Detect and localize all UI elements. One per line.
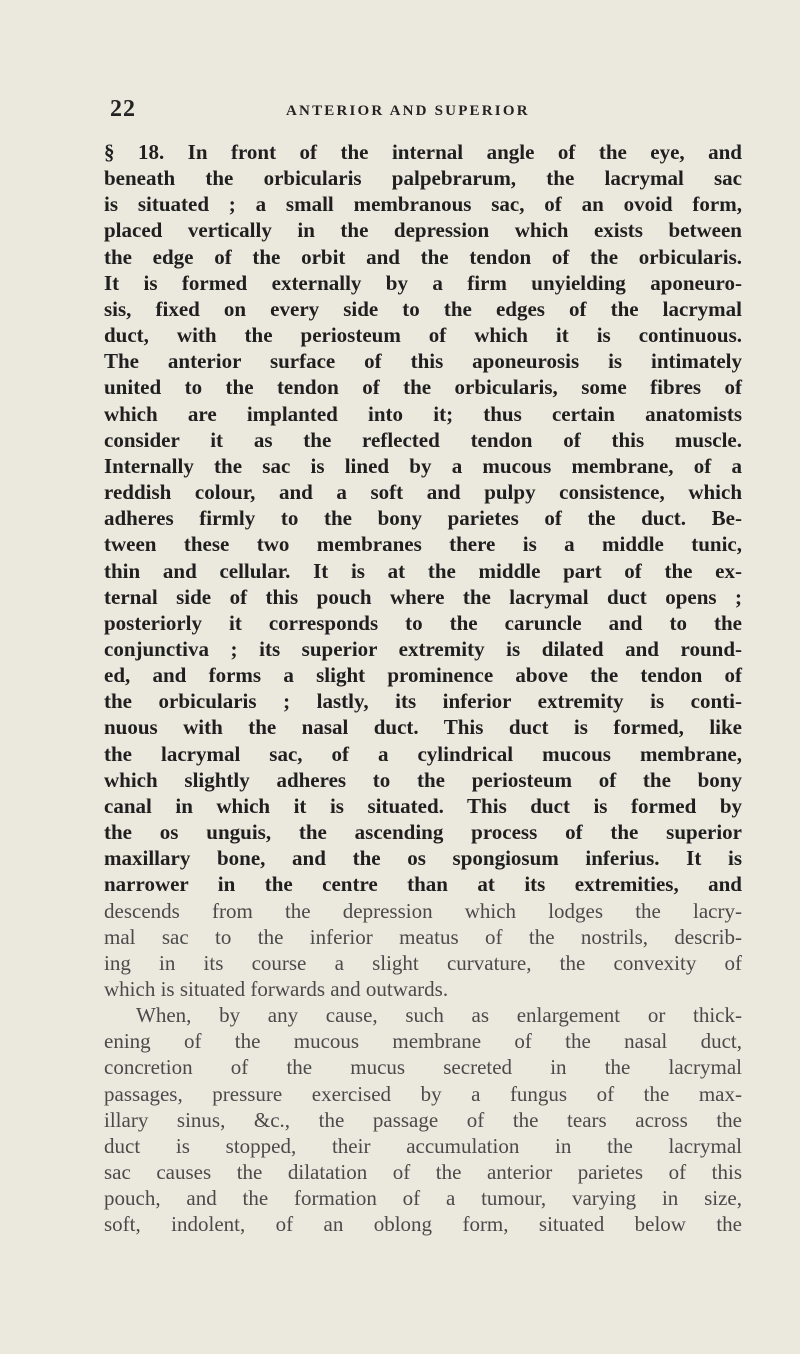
text-line: mal sac to the inferior meatus of the nostrils, describ- bbox=[104, 924, 742, 949]
page-number: 22 bbox=[110, 96, 136, 122]
text-line: the os unguis, the ascending process of the superior bbox=[104, 820, 742, 845]
text-line: pouch, and the formation of a tumour, varying in size, bbox=[104, 1186, 742, 1211]
text-line: soft, indolent, of an oblong form, situated below the bbox=[104, 1212, 742, 1237]
text-line: posteriorly it corresponds to the caruncle and to the bbox=[104, 610, 742, 635]
text-line: which slightly adheres to the periosteum of the bony bbox=[104, 767, 742, 792]
text-line: ening of the mucous membrane of the nasal duct, bbox=[104, 1029, 742, 1054]
text-line: concretion of the mucus secreted in the lacrymal bbox=[104, 1055, 742, 1080]
body-text bbox=[104, 139, 742, 1238]
text-line: tween these two membranes there is a middle tunic, bbox=[104, 532, 742, 557]
text-line: It is formed externally by a firm unyielding aponeuro- bbox=[104, 270, 742, 295]
text-line: sis, fixed on every side to the edges of the lacrymal bbox=[104, 296, 742, 321]
text-line: sac causes the dilatation of the anterior parietes of this bbox=[104, 1160, 742, 1185]
text-line: The anterior surface of this aponeurosis is intimately bbox=[104, 349, 742, 374]
text-line: which are implanted into it; thus certain anatomists bbox=[104, 401, 742, 426]
text-line: ing in its course a slight curvature, the convexity of bbox=[104, 950, 742, 975]
text-line: the lacrymal sac, of a cylindrical mucous membrane, bbox=[104, 741, 742, 766]
text-line: illary sinus, &c., the passage of the tears across the bbox=[104, 1107, 742, 1132]
text-line: nuous with the nasal duct. This duct is formed, like bbox=[104, 715, 742, 740]
text-line: narrower in the centre than at its extremities, and bbox=[104, 872, 742, 897]
text-line: duct, with the periosteum of which it is continuous. bbox=[104, 323, 742, 348]
text-line: beneath the orbicularis palpebrarum, the lacrymal sac bbox=[104, 166, 742, 191]
text-line: placed vertically in the depression which exists between bbox=[104, 218, 742, 243]
text-line: reddish colour, and a soft and pulpy consistence, which bbox=[104, 480, 742, 505]
text-line: ternal side of this pouch where the lacrymal duct opens ; bbox=[104, 584, 742, 609]
text-line: conjunctiva ; its superior extremity is dilated and round- bbox=[104, 636, 742, 661]
text-line: is situated ; a small membranous sac, of an ovoid form, bbox=[104, 192, 742, 217]
text-line: consider it as the reflected tendon of this muscle. bbox=[104, 427, 742, 452]
text-line: thin and cellular. It is at the middle part of the ex- bbox=[104, 558, 742, 583]
text-line: the orbicularis ; lastly, its inferior extremity is conti- bbox=[104, 689, 742, 714]
running-head: ANTERIOR AND SUPERIOR bbox=[286, 103, 530, 119]
text-line: descends from the depression which lodges the lacry- bbox=[104, 898, 742, 923]
text-line: ed, and forms a slight prominence above the tendon of bbox=[104, 663, 742, 688]
text-line: When, by any cause, such as enlargement or thick- bbox=[136, 1003, 742, 1028]
text-line: passages, pressure exercised by a fungus of the max- bbox=[104, 1081, 742, 1106]
text-line: § 18. In front of the internal angle of the eye, and bbox=[104, 140, 742, 164]
text-line: maxillary bone, and the os spongiosum inferius. It is bbox=[104, 846, 742, 871]
text-line: which is situated forwards and outwards. bbox=[104, 977, 449, 1001]
text-line: adheres firmly to the bony parietes of the duct. Be- bbox=[104, 506, 742, 531]
page-header bbox=[110, 96, 750, 126]
text-line: the edge of the orbit and the tendon of the orbicularis. bbox=[104, 244, 742, 269]
text-line: united to the tendon of the orbicularis, some fibres of bbox=[104, 375, 742, 400]
text-line: duct is stopped, their accumulation in the lacrymal bbox=[104, 1133, 742, 1158]
text-line: Internally the sac is lined by a mucous membrane, of a bbox=[104, 453, 742, 478]
text-line: canal in which it is situated. This duct is formed by bbox=[104, 793, 742, 818]
